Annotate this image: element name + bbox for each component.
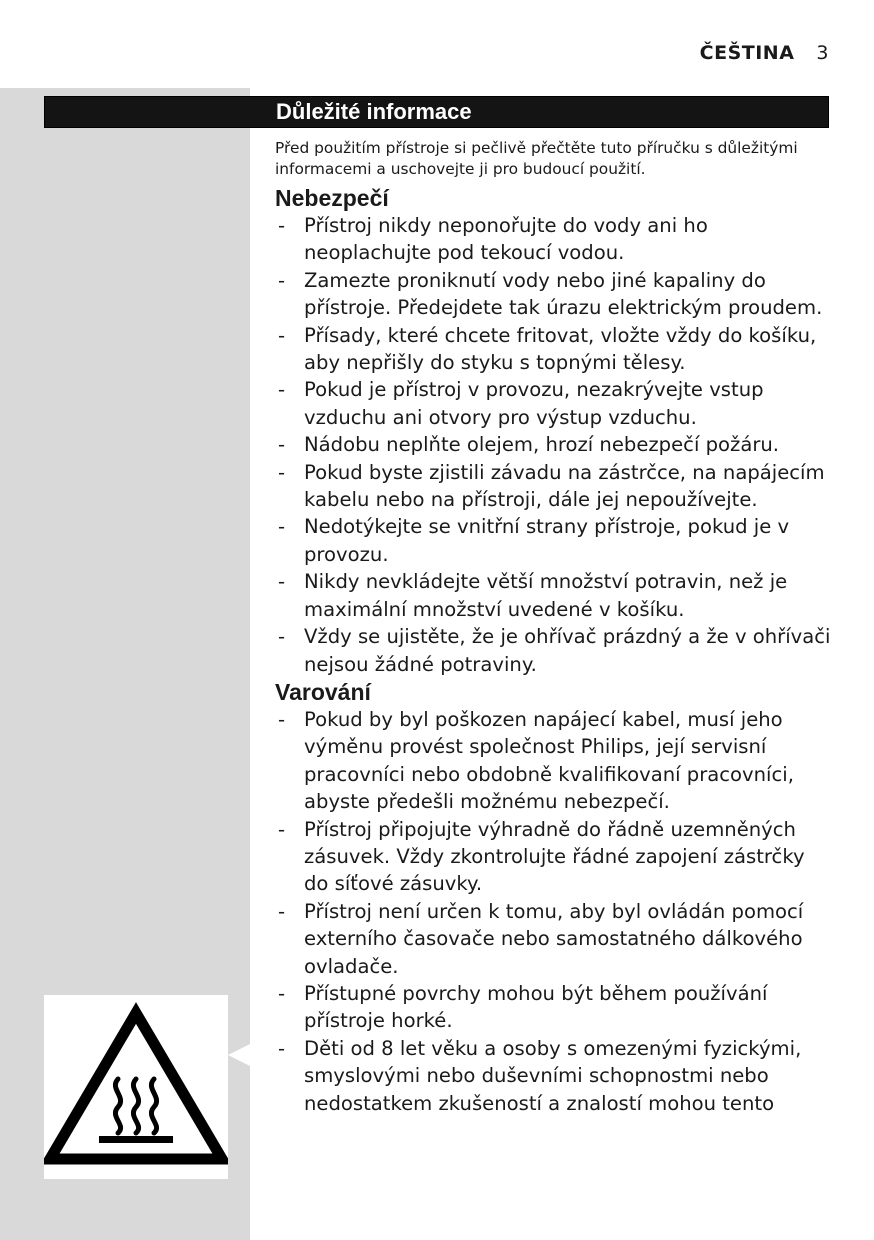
list-item: - Přístroj připojujte výhradně do řádně uzemněných zásuvek. Vždy zkontrolujte řádné zapojení zástrčky do síťové zásuvky.: [278, 817, 805, 896]
page-number: 3: [816, 42, 829, 64]
warning-list: [275, 706, 835, 1117]
list-item: - Nedotýkejte se vnitřní strany přístroje, pokud je v provozu.: [278, 515, 790, 566]
danger-heading: Nebezpečí: [275, 185, 389, 211]
list-item: - Přístupné povrchy mohou být během používání přístroje horké.: [278, 981, 768, 1033]
list-item: - Nádobu neplňte olejem, hrozí nebezpečí požáru.: [278, 433, 780, 457]
list-item: - Přístroj není určen k tomu, aby byl ovládán pomocí externího časovače nebo samostatného dálkového ovladače.: [278, 899, 804, 978]
warning-heading: Varování: [275, 678, 371, 705]
list-item: - Nikdy nevkládejte větší množství potravin, než je maximální množství uvedené v košíku.: [278, 570, 788, 621]
danger-list: [275, 212, 835, 678]
list-item: - Pokud je přístroj v provozu, nezakrývejte vstup vzduchu ani otvory pro výstup vzduchu.: [278, 378, 764, 429]
page-header: [700, 42, 829, 64]
list-item: - Přístroj nikdy neponořujte do vody ani ho neoplachujte pod tekoucí vodou.: [278, 214, 708, 265]
hot-surface-warning-box: [44, 995, 228, 1179]
list-item: - Děti od 8 let věku a osoby s omezenými fyzickými, smyslovými nebo duševními schopnostmi nebo nedostatkem zkušeností a znalostí mohou tento: [278, 1036, 802, 1115]
language-label: ČEŠTINA: [699, 42, 795, 64]
list-item: - Zamezte proniknutí vody nebo jiné kapaliny do přístroje. Předejdete tak úrazu elektrickým proudem.: [278, 268, 823, 320]
main-content: [275, 138, 835, 1117]
list-item: - Přísady, které chcete fritovat, vložte vždy do košíku, aby nepřišly do styku s topnými tělesy.: [278, 323, 817, 375]
intro-text: Před použitím přístroje si pečlivě přečtěte tuto příručku s důležitými informacemi a uschovejte ji pro budoucí použití.: [275, 139, 798, 178]
list-item: - Vždy se ujistěte, že je ohřívač prázdný a že v ohřívači nejsou žádné potraviny.: [278, 625, 831, 676]
section-title: Důležité informace: [276, 99, 472, 124]
section-bar: [44, 96, 829, 128]
hot-surface-warning-icon: [44, 995, 228, 1179]
warning-pointer: [228, 1044, 250, 1066]
list-item: - Pokud byste zjistili závadu na zástrčce, na napájecím kabelu nebo na přístroji, dále jej nepoužívejte.: [278, 460, 825, 512]
list-item: - Pokud by byl poškozen napájecí kabel, musí jeho výměnu provést společnost Philips, její servisní pracovníci nebo obdobně kvalifikovaní pracovníci, abyste předešli možnému nebezpečí.: [278, 707, 794, 814]
